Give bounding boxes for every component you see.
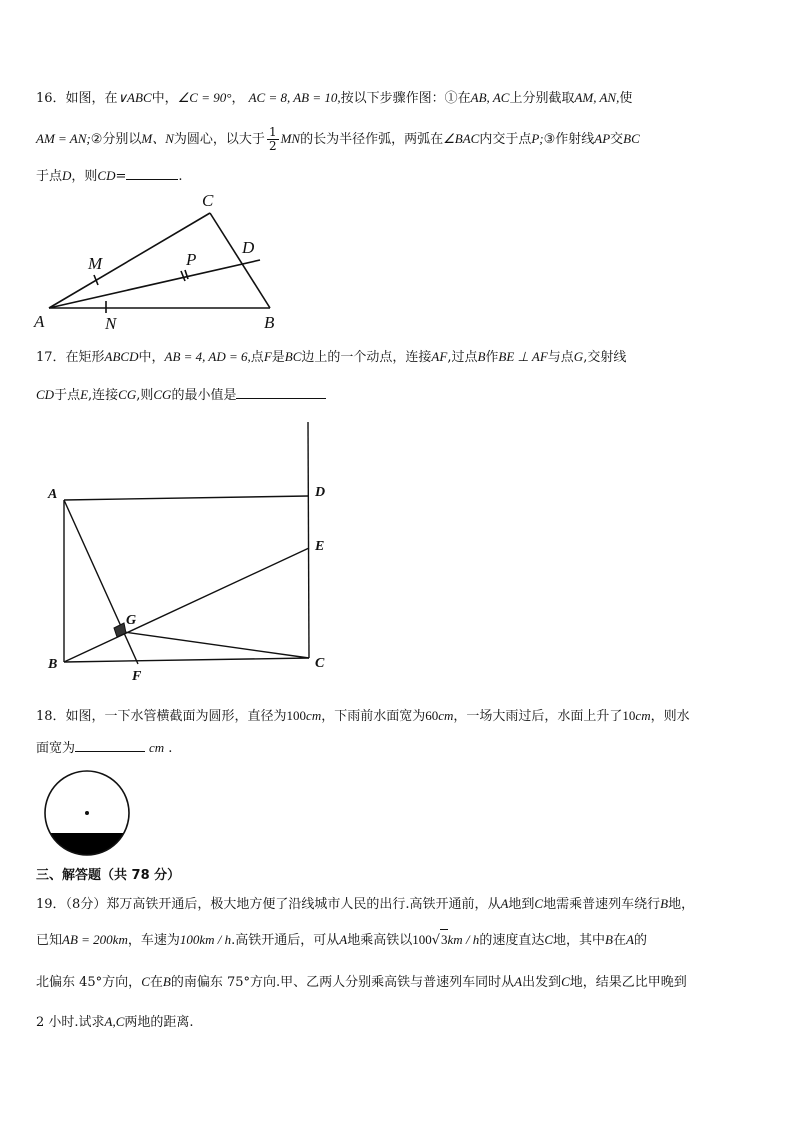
text: ,交射线 — [583, 350, 627, 365]
text: 两地的距离. — [124, 1015, 194, 1030]
text: 地， — [668, 897, 695, 912]
math: B — [477, 349, 486, 364]
text: 北偏东 45°方向， — [36, 975, 142, 990]
text: 地，其中 — [553, 933, 606, 948]
text: 使 — [619, 91, 633, 106]
q16-line-3 — [36, 165, 183, 187]
math: F — [263, 349, 272, 364]
text: 16．如图，在 — [36, 91, 118, 106]
q19-line-2: 已知AB = 200km，车速为100km / h.高铁开通后，可从A地乘高铁以100√3km / h的速度直达C地，其中B在A的 — [36, 929, 647, 951]
math: cm — [438, 708, 454, 723]
q16-line-2 — [36, 126, 640, 153]
math: A,C — [104, 1014, 125, 1029]
label-c: C — [315, 656, 325, 671]
text: ，则水 — [650, 709, 690, 724]
math: E — [80, 387, 89, 402]
math: 100 — [286, 708, 307, 723]
q16-line-1 — [36, 88, 632, 109]
text: ③作射线 — [543, 132, 595, 147]
segment-af — [64, 500, 138, 664]
text: 交 — [610, 132, 624, 147]
math: C — [544, 932, 553, 947]
text: 地到 — [508, 897, 535, 912]
math: AF — [431, 349, 448, 364]
fraction — [267, 126, 279, 153]
text: 在 — [612, 933, 626, 948]
math: ABCD — [104, 349, 139, 364]
segment-cb — [210, 213, 270, 308]
math: B — [162, 974, 171, 989]
math: 60 — [425, 708, 439, 723]
label-p: P — [186, 250, 197, 269]
math: M、N — [141, 131, 174, 146]
side-bc — [64, 658, 309, 662]
text: 内交于点 — [479, 132, 532, 147]
ray-ap — [49, 260, 260, 308]
math: AB = 4, AD = 6, — [164, 349, 251, 364]
text: 是 — [271, 350, 285, 365]
text: 2 小时.试求 — [36, 1015, 105, 1030]
math: CG — [118, 387, 137, 402]
text: 出发到 — [522, 975, 562, 990]
q16-figure — [30, 185, 280, 335]
text: 为圆心，以大于 — [173, 132, 265, 147]
math: AM, AN, — [574, 90, 620, 105]
math: ∠C = 90° — [177, 90, 232, 105]
text: 地乘高铁以 — [347, 933, 413, 948]
q18-figure — [40, 768, 135, 860]
answer-blank[interactable] — [126, 165, 178, 180]
sqrt-radicand: 3 — [440, 929, 448, 950]
text: . — [178, 169, 183, 184]
answer-blank[interactable] — [236, 384, 326, 399]
math: 100 — [412, 932, 432, 947]
math: C — [534, 896, 544, 911]
label-b: B — [48, 657, 58, 672]
math: ∨ABC — [117, 90, 152, 105]
label-m: M — [88, 254, 103, 273]
math: AB, AC — [470, 90, 510, 105]
math: BC — [623, 131, 640, 146]
label-c: C — [202, 191, 214, 210]
text: 作 — [485, 350, 499, 365]
math: CG — [153, 387, 172, 402]
text: 中， — [138, 350, 165, 365]
text: = — [115, 169, 127, 184]
text: 与点 — [547, 350, 574, 365]
text: 于点 — [54, 388, 81, 403]
text: ，车速为 — [127, 933, 180, 948]
answer-blank[interactable] — [75, 737, 145, 752]
math: cm — [306, 708, 322, 723]
text: ,过点 — [447, 350, 478, 365]
text: 的长为半径作弧，两弧在 — [300, 132, 444, 147]
q18-line-2 — [36, 737, 172, 759]
math: P; — [531, 131, 544, 146]
text: 于点 — [36, 169, 63, 184]
math: AB = 200km — [62, 932, 128, 947]
frac-den: 2 — [268, 139, 277, 153]
math: CD — [97, 168, 116, 183]
math: CD — [36, 387, 55, 402]
arc-mark-p1 — [181, 271, 185, 281]
text: 的 — [633, 933, 647, 948]
math: 100km / h — [179, 932, 232, 947]
math: B — [660, 896, 669, 911]
text: 中， — [151, 91, 178, 106]
math: BE ⊥ AF — [498, 349, 548, 364]
text: 按以下步骤作图：①在 — [340, 91, 471, 106]
label-a: A — [48, 487, 58, 502]
text: 点 — [250, 350, 264, 365]
math: km / h — [447, 932, 480, 947]
frac-num: 1 — [268, 125, 277, 139]
ray-cd — [308, 422, 309, 658]
math: 10 — [622, 708, 636, 723]
math: A — [500, 896, 509, 911]
text: ，则 — [71, 169, 98, 184]
text: 面宽为 — [36, 741, 76, 756]
math: G — [573, 349, 584, 364]
segment-gc — [124, 632, 309, 658]
q17-line-1 — [36, 347, 626, 368]
math: C — [141, 974, 150, 989]
math: AM = AN; — [36, 131, 91, 146]
text: 地，结果乙比甲晚到 — [569, 975, 687, 990]
text: 地需乘普速列车绕行 — [543, 897, 661, 912]
text: 上分别截取 — [509, 91, 575, 106]
label-e: E — [315, 539, 325, 554]
text: . — [168, 741, 173, 756]
label-d: D — [242, 238, 255, 257]
q18-line-1 — [36, 706, 690, 727]
q19-line-4 — [36, 1012, 194, 1033]
math: AP — [594, 131, 611, 146]
text: 边上的一个动点，连接 — [301, 350, 432, 365]
text: ,则 — [136, 388, 154, 403]
section-heading: 三、解答题（共 78 分） — [36, 868, 181, 883]
q17-figure — [40, 418, 340, 688]
text: 的南偏东 75°方向.甲、乙两人分别乘高铁与普速列车同时从 — [170, 975, 515, 990]
text: .高铁开通后，可从 — [231, 933, 340, 948]
label-a: A — [34, 312, 45, 331]
math: AC = 8, AB = 10, — [248, 90, 341, 105]
text: 17．在矩形 — [36, 350, 105, 365]
text: ,连接 — [88, 388, 119, 403]
q19-line-3 — [36, 972, 687, 993]
math: A — [514, 974, 523, 989]
text: 在 — [149, 975, 163, 990]
text: 的速度直达 — [479, 933, 545, 948]
text: ②分别以 — [90, 132, 142, 147]
q17-line-2 — [36, 384, 326, 406]
text: ，下雨前水面宽为 — [321, 709, 426, 724]
math: MN — [280, 131, 301, 146]
math: cm — [149, 740, 165, 755]
text: 已知 — [36, 933, 63, 948]
side-ad — [64, 496, 308, 500]
text: 的最小值是 — [171, 388, 237, 403]
segment-be — [64, 548, 309, 662]
label-b: B — [264, 313, 275, 332]
label-g: G — [126, 613, 137, 628]
label-f: F — [132, 669, 142, 684]
math: B — [605, 932, 613, 947]
math: D — [62, 168, 72, 183]
text: 19．（8分）郑万高铁开通后，极大地方便了沿线城市人民的出行.高铁开通前，从 — [36, 897, 501, 912]
math: cm — [635, 708, 651, 723]
math: A — [625, 932, 634, 947]
label-n: N — [105, 314, 117, 333]
math: A — [339, 932, 348, 947]
label-d: D — [315, 485, 326, 500]
text: 18．如图，一下水管横截面为圆形，直径为 — [36, 709, 287, 724]
math: ∠BAC — [443, 131, 480, 146]
math: C — [561, 974, 570, 989]
text: ， — [231, 91, 245, 106]
center-dot — [85, 811, 89, 815]
math: BC — [284, 349, 302, 364]
text: ，一场大雨过后，水面上升了 — [453, 709, 623, 724]
q19-line-1 — [36, 894, 694, 915]
